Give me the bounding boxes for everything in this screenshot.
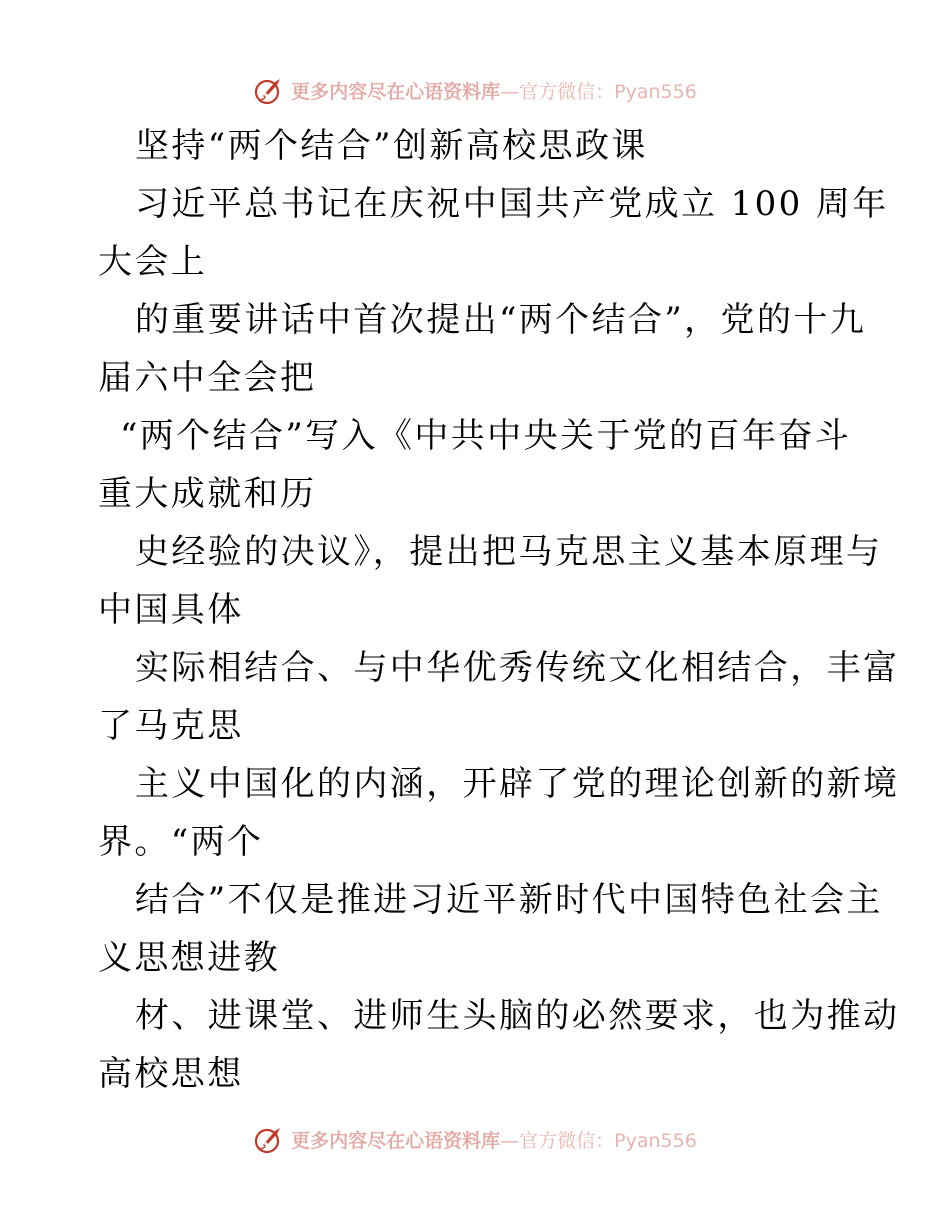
body-line: 结合”不仅是推进习近平新时代中国特色社会主 bbox=[135, 880, 883, 920]
pen-nib-logo-icon bbox=[253, 1123, 285, 1155]
body-line: 的重要讲话中首次提出“两个结合”，党的十九 bbox=[135, 300, 867, 340]
body-line: 界。“两个 bbox=[98, 822, 264, 862]
body-line: 了马克思 bbox=[98, 706, 244, 746]
body-line: 主义中国化的内涵，开辟了党的理论创新的新境 bbox=[135, 764, 900, 804]
header-banner bbox=[0, 70, 950, 110]
footer-banner-text bbox=[291, 1126, 697, 1153]
pen-nib-logo-icon bbox=[253, 74, 285, 106]
body-line: 实际相结合、与中华优秀传统文化相结合，丰富 bbox=[135, 648, 900, 688]
body-line: 届六中全会把 bbox=[98, 358, 317, 398]
body-line: 史经验的决议》，提出把马克思主义基本原理与 bbox=[135, 532, 883, 572]
body-line: 材、进课堂、进师生头脑的必然要求，也为推动 bbox=[135, 996, 900, 1036]
body-line: “两个结合”写入《中共中央关于党的百年奋斗 bbox=[120, 416, 852, 456]
header-banner-text bbox=[291, 77, 697, 104]
body-line: 中国具体 bbox=[98, 590, 244, 630]
footer-banner bbox=[0, 1119, 950, 1159]
body-line: 大会上 bbox=[98, 242, 208, 282]
document-title: 坚持“两个结合”创新高校思政课 bbox=[135, 126, 648, 166]
footer-banner-lead: 更多内容尽在心语资料库 bbox=[291, 1129, 501, 1152]
body-line: 义思想进教 bbox=[98, 938, 280, 978]
header-banner-rest: —官方微信：Pyan556 bbox=[500, 80, 697, 103]
body-line: 高校思想 bbox=[98, 1054, 244, 1094]
footer-banner-rest: —官方微信：Pyan556 bbox=[500, 1129, 697, 1152]
body-line: 习近平总书记在庆祝中国共产党成立 100 周年 bbox=[135, 184, 889, 224]
body-line: 重大成就和历 bbox=[98, 474, 317, 514]
header-banner-lead: 更多内容尽在心语资料库 bbox=[291, 80, 501, 103]
